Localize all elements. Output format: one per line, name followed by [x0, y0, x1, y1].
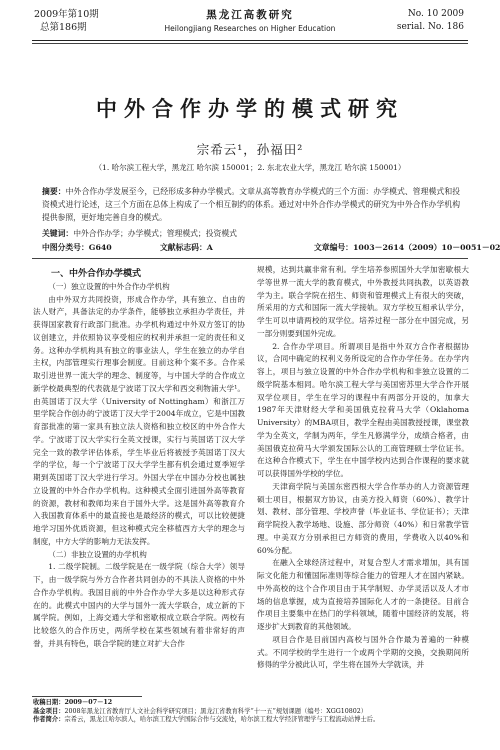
left-column [33, 268, 245, 651]
fund-info [33, 708, 466, 717]
footnote [33, 699, 466, 725]
paragraph: 2. 合作办学项目。所谓项目是指中外双方合作者根据协议，合同中确定的权利义务所设定的合作办学任务。在办学内容上，项目与独立设置的中外合作办学机构和非独立设置的二级学院基本相同。哈尔滨工程大学与美国密苏里大学合作开展双学位项目，学生在学习的课程中有两部分开设的，加拿大1987年天津财经大学和美国俄克拉荷马大学（Oklahoma University）的MBA项目，教学全程由美国教授授课，课堂教学为全英文，学制为两年，学生凡修满学分，成绩合格者，由美国俄克拉荷马大学颁发国际公认的工商管理硕士学位证书。在这种合作模式下，学生在中国学校内达到合作课程的要求就可以获得国外学校的学位。 [257, 341, 469, 478]
author-affiliation: （1. 哈尔滨工程大学，黑龙江 哈尔滨 150001；2. 东北农业大学，黑龙江 哈尔滨 150001） [94, 163, 406, 172]
right-column [257, 264, 469, 672]
keywords-text: 中外合作办学；办学模式；管理模式；投资模式 [73, 229, 237, 238]
serial-number-en: serial. No. 186 [396, 22, 464, 32]
received-date: 收稿日期：2009－07－12 [33, 699, 113, 706]
paragraph: 项目合作是目前国内高校与国外合作最为普遍的一种模式。不同学校的学生进行一个或两个学期的交换，交换期间所修得的学分被此认可，学生将在国外大学就读，并 [257, 634, 469, 670]
document-code: 文献标志码：A [160, 243, 213, 252]
footnote-rule [32, 696, 142, 697]
paragraph: 在融入全球经济过程中，对复合型人才需求增加，具有国际文化能力和懂国际准则等综合能力的管理人才在国内紧缺。中外高校的这个合作项目由于其学制短、办学灵活以及人才市场的信息掌握，成为直接培养国际化人才的一条捷径。目前合作项目主要集中在热门的学科领域，随着中国经济的发展，将逐步扩大到教育的其他领域。 [257, 558, 469, 631]
fund-text: 2008年黑龙江省教育厅人文社会科学研究项目；黑龙江省教育科学“十一五”规划课题（编号：XGG10802） [64, 707, 368, 715]
author-bio [33, 716, 466, 725]
paragraph: 天津商学院与美国东密西根大学合作举办的人力资源管理硕士项目，根据双方协议，由美方投入师资（60%）、教学计划、教材、部分管理、学校声誉（毕业证书、学位证书）；天津商学院投入教学场地、设施、部分师资（40%）和日常教学管理。中美双方分别承担已方师资的费用，学费收入以40%和60%分配。 [257, 481, 469, 555]
article-number: 文章编号：1003－2614（2009）10－0051－02 [314, 243, 500, 252]
author-bio-text: 宗希云，黑龙江哈尔滨人，哈尔滨工程大学国际合作与交流处，哈尔滨工程大学经济管理学与工程流动站博士后。 [64, 716, 380, 724]
issue-number: 2009年第10期 [34, 9, 99, 20]
section-heading: 一、中外合作办学模式 [51, 269, 142, 279]
issue-info-en [397, 8, 464, 34]
body-separator [32, 258, 468, 259]
abstract-label: 摘要： [42, 187, 66, 196]
subsection-heading: （一）独立设置的中外合作办学机构 [48, 281, 170, 291]
article-title: 中外合作办学的模式研究 [96, 97, 404, 121]
subsection-heading: （二）非独立设置的办学机构 [48, 549, 147, 559]
header-rule-thin [32, 43, 468, 44]
header-rule [32, 40, 468, 41]
journal-name-cn: 黑龙江高教研究 [206, 9, 294, 21]
abstract [42, 186, 460, 224]
clc-number: 中图分类号：G640 [42, 243, 112, 252]
keywords [42, 228, 460, 239]
journal-name-en: Heilongjiang Researches on Higher Education [164, 24, 336, 33]
paragraph: 1. 二级学院制。二级学院是在一级学院（综合大学）领导下，由一级学院与外方合作者共同创办的不具法人资格的中外合作办学机构。我国目前的中外合作办学大多是以这种形式存在的。此模式中国内的大学与国外一流大学联合，成立新的下属学院。例如，上海交通大学和密歇根成立联合学院。两校有比较悠久的合作历史，两所学校在某些领域有着非常好的声誉，并具有特色，联合学院的建立对扩大合作 [33, 562, 245, 648]
keywords-label: 关键词： [42, 229, 74, 238]
paragraph: 由中外双方共同投资，形成合作办学，具有独立、自由的法人财产，具备法定的办学条件，能够独立承担办学责任，并获得国家教育行政部门批准。办学机构通过中外双方签订的协议创建立，并依照协议享受相应的权利并承担一定的责任和义务。这种办学机构具有独立的事业法人，学生在独立的办学自主权，内部管理实行理事会制度。目前这种个案不多。合作采取引进世界一流大学的理念、制度等，与中国大学的合作成立新学校最典型的代表就是宁波诺丁汉大学和西交利物浦大学¹。由英国诺丁汉大学（University of Nottingham）和浙江万里学院合作创办的宁波诺丁汉大学于2004年成立，它是中国教育部批准的第一家具有独立法人资格和独立校区的中外合作大学。宁波诺丁汉大学实行全英文授课，实行与英国诺丁汉大学完全一致的教学评估体系，学生毕业后将被授予英国诺丁汉大学的学位，每一个宁波诺丁汉大学学生都有机会通过夏季短学期到英国诺丁汉大学进行学习。外国大学在中国办分校也属独立设置的中外合作办学机构。这种模式全面引进国外高等教育的资源，教材和教师均来自于国外大学。这是国外高等教育介入我国教育体系中的最直接也是最经济的模式，可以比较便捷地学习国外优质资源，但这种模式完全移植西方大学的理念与制度，中方大学的影响力无法发挥。 [33, 294, 245, 546]
issue-number-en: No. 10 2009 [407, 9, 464, 19]
article-authors: 宗希云¹，孙福田² [196, 142, 304, 157]
fund-label: 基金项目： [33, 707, 65, 715]
total-issue-number: 总第186期 [40, 22, 87, 33]
abstract-text: 中外合作办学发展至今，已经形成多种办学模式。文章从高等教育办学模式的三个方面：办学模式、管理模式和投资模式进行论述，这三个方面在总体上构成了一个相互制约的体系。通过对中外合作办学模式的研究为中外合作办学机构提供参照，更好地完善自身的模式。 [42, 187, 461, 222]
author-bio-label: 作者简介： [33, 716, 65, 724]
paragraph: 规模，达到共赢非常有利。学生培养参照国外大学加密歇根大学等世界一流大学的教育模式，中外教授共同执教，以英语教学为主。联合学院在招生、师资和管理模式上有很大的突破，所采用的方式和国际一流大学接轨。双方学校互相承认学分，学生可以申请两校的双学位。培养过程一部分在中国完成，另一部分则要到国外完成。 [257, 265, 469, 338]
